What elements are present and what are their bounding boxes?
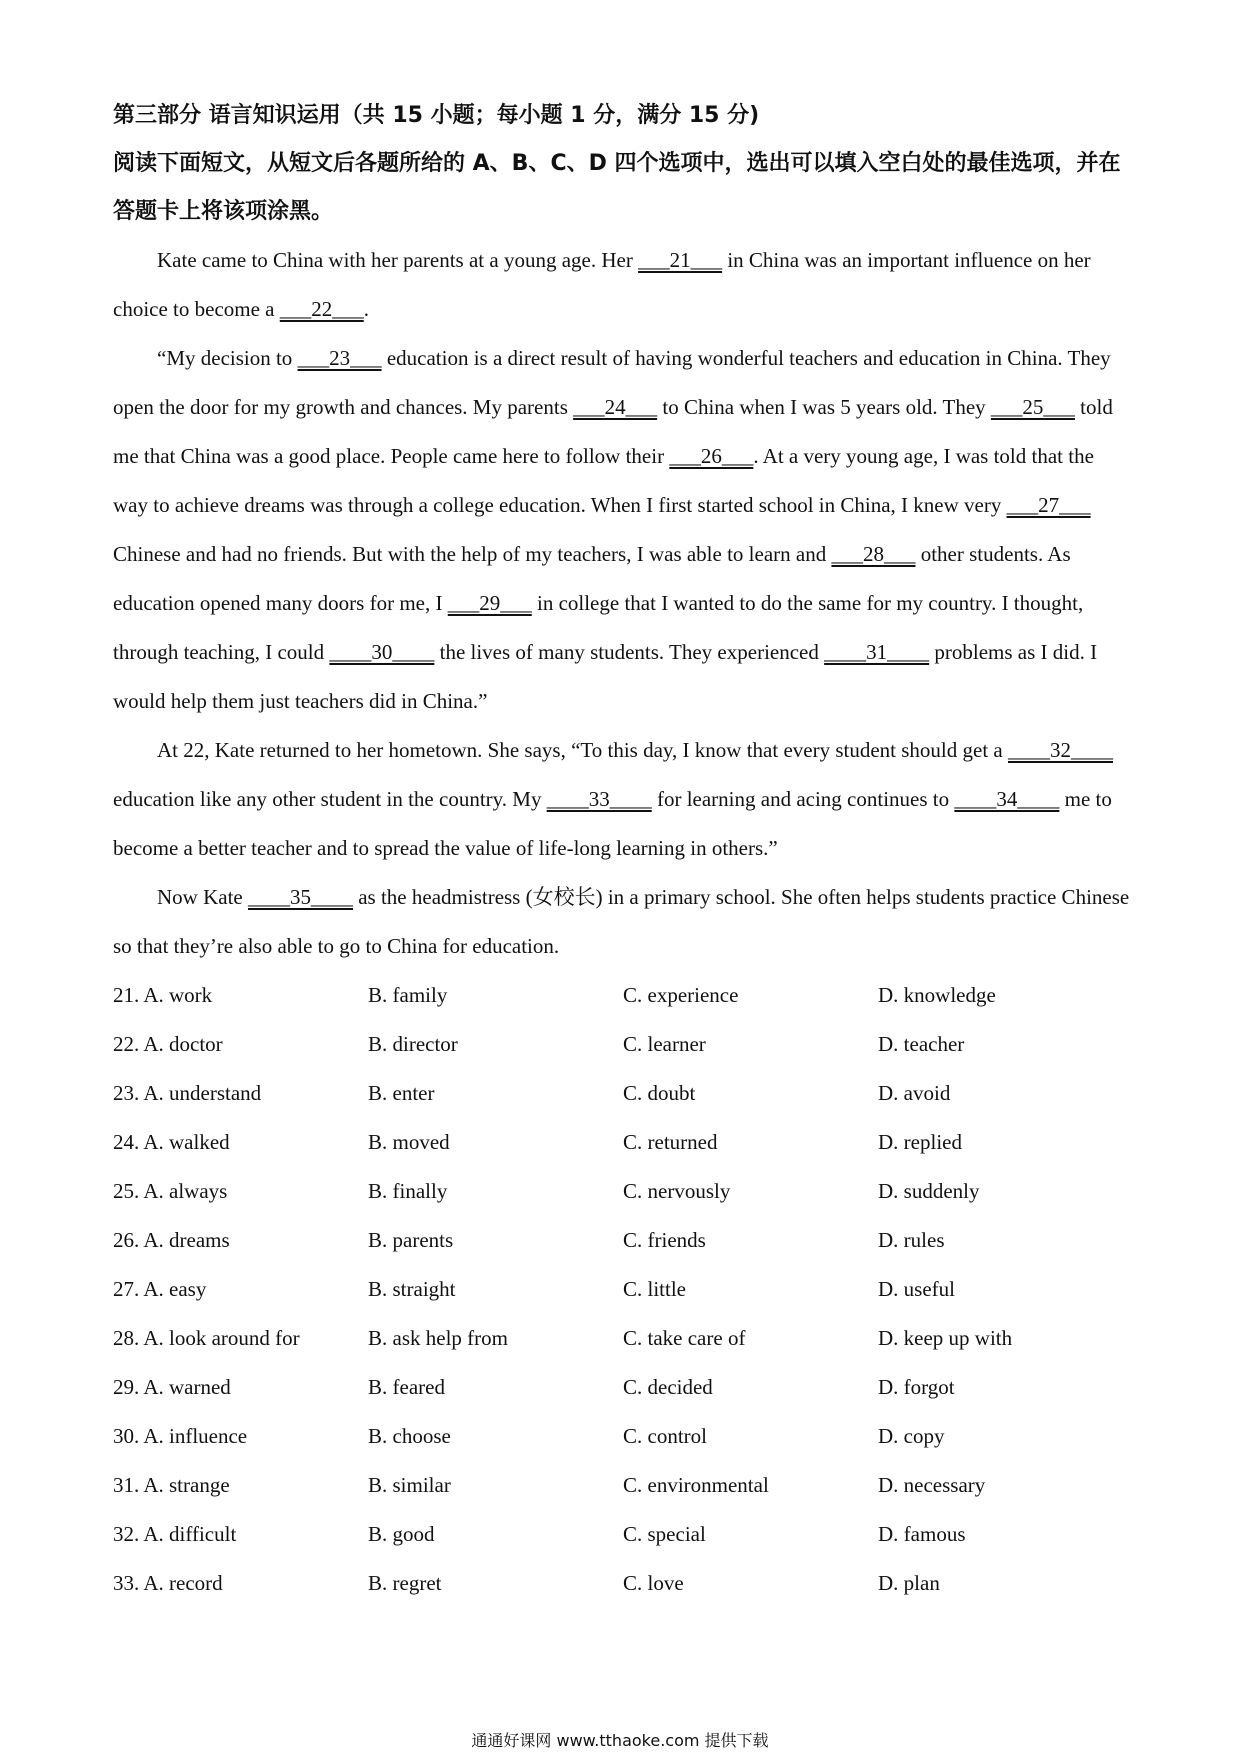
option-c: C. doubt (623, 1081, 696, 1105)
question-options-row (113, 1020, 1133, 1069)
option-c: C. returned (623, 1130, 718, 1154)
option-d: D. avoid (878, 1081, 951, 1105)
answer-blank: ___24___ (573, 395, 658, 419)
question-options-row (113, 1069, 1133, 1118)
option-b: B. finally (368, 1179, 448, 1203)
passage-text: told me that China was a good place. People came here to follow their (113, 395, 1113, 468)
option-c: C. learner (623, 1032, 706, 1056)
option-b: B. good (368, 1522, 435, 1546)
option-a: 31. A. strange (113, 1473, 230, 1497)
footer-text: 通通好课网 www.tthaoke.com 提供下载 (471, 1731, 769, 1750)
exam-page (113, 92, 1133, 1608)
option-d: D. useful (878, 1277, 955, 1301)
option-a: 27. A. easy (113, 1277, 207, 1301)
question-options-row (113, 1510, 1133, 1559)
answer-blank: ___29___ (447, 591, 532, 615)
option-b: B. parents (368, 1228, 454, 1252)
option-d: D. famous (878, 1522, 966, 1546)
passage-text: problems as I did. I would help them just teachers did in China.” (113, 640, 1098, 713)
option-c: C. control (623, 1424, 707, 1448)
option-b: B. similar (368, 1473, 451, 1497)
option-d: D. necessary (878, 1473, 986, 1497)
passage-text: Chinese and had no friends. But with the help of my teachers, I was able to learn and (113, 542, 832, 566)
option-c: C. little (623, 1277, 686, 1301)
option-a: 28. A. look around for (113, 1326, 300, 1350)
option-b: B. straight (368, 1277, 456, 1301)
option-d: D. keep up with (878, 1326, 1013, 1350)
passage-text: in China was an important influence on her choice to become a (113, 248, 1091, 321)
passage (113, 236, 1133, 971)
option-a: 32. A. difficult (113, 1522, 237, 1546)
option-b: B. choose (368, 1424, 451, 1448)
option-d: D. knowledge (878, 983, 996, 1007)
passage-text: At 22, Kate returned to her hometown. She says, “To this day, I know that every student should get a (157, 738, 1008, 762)
answer-blank: ____33____ (546, 787, 652, 811)
passage-paragraph (113, 726, 1133, 873)
passage-text: Now Kate (157, 885, 248, 909)
option-c: C. experience (623, 983, 739, 1007)
option-a: 25. A. always (113, 1179, 228, 1203)
question-options-row (113, 1167, 1133, 1216)
passage-paragraph (113, 873, 1133, 971)
option-b: B. regret (368, 1571, 442, 1595)
option-d: D. suddenly (878, 1179, 980, 1203)
option-a: 29. A. warned (113, 1375, 231, 1399)
option-d: D. plan (878, 1571, 940, 1595)
passage-text: other students. As education opened many doors for me, I (113, 542, 1071, 615)
option-c: C. love (623, 1571, 684, 1595)
answer-blank: ___22___ (279, 297, 364, 321)
passage-text: for learning and acing continues to (651, 787, 955, 811)
option-d: D. copy (878, 1424, 945, 1448)
option-a: 30. A. influence (113, 1424, 248, 1448)
passage-text: education like any other student in the country. My (113, 787, 547, 811)
passage-text: the lives of many students. They experienced (434, 640, 825, 664)
option-a: 23. A. understand (113, 1081, 262, 1105)
option-d: D. forgot (878, 1375, 955, 1399)
answer-blank: ___27___ (1006, 493, 1091, 517)
answer-blank: ____35____ (247, 885, 353, 909)
option-a: 22. A. doctor (113, 1032, 223, 1056)
question-options-row (113, 1314, 1133, 1363)
question-options-row (113, 1216, 1133, 1265)
section-title: 第三部分 语言知识运用（共 15 小题；每小题 1 分，满分 15 分) (113, 103, 760, 128)
option-b: B. moved (368, 1130, 450, 1154)
option-a: 21. A. work (113, 983, 213, 1007)
answer-blank: ___23___ (297, 346, 382, 370)
answer-blank: ___25___ (990, 395, 1075, 419)
answer-blank: ____34____ (954, 787, 1060, 811)
passage-text: me to become a better teacher and to spread the value of life-long learning in others.” (113, 787, 1112, 860)
question-options-row (113, 1461, 1133, 1510)
option-a: 24. A. walked (113, 1130, 230, 1154)
passage-paragraph (113, 334, 1133, 726)
option-b: B. feared (368, 1375, 445, 1399)
passage-text: education is a direct result of having wonderful teachers and education in China. They open the door for my growth and chances. My parents (113, 346, 1111, 419)
option-d: D. rules (878, 1228, 945, 1252)
options-list (113, 971, 1133, 1608)
passage-paragraph (113, 236, 1133, 334)
passage-text: . (363, 297, 369, 321)
option-d: D. replied (878, 1130, 962, 1154)
question-options-row (113, 1118, 1133, 1167)
question-options-row (113, 1363, 1133, 1412)
option-d: D. teacher (878, 1032, 965, 1056)
answer-blank: ___28___ (831, 542, 916, 566)
option-a: 26. A. dreams (113, 1228, 230, 1252)
option-c: C. decided (623, 1375, 713, 1399)
option-a: 33. A. record (113, 1571, 223, 1595)
passage-text: “My decision to (157, 346, 298, 370)
passage-text: to China when I was 5 years old. They (657, 395, 991, 419)
option-b: B. director (368, 1032, 458, 1056)
option-b: B. enter (368, 1081, 435, 1105)
question-options-row (113, 1412, 1133, 1461)
option-c: C. special (623, 1522, 706, 1546)
answer-blank: ___26___ (669, 444, 754, 468)
question-options-row (113, 1559, 1133, 1608)
option-c: C. environmental (623, 1473, 769, 1497)
answer-blank: ____31____ (824, 640, 930, 664)
question-options-row (113, 971, 1133, 1020)
option-c: C. friends (623, 1228, 706, 1252)
option-b: B. ask help from (368, 1326, 508, 1350)
passage-text: Kate came to China with her parents at a young age. Her (157, 248, 639, 272)
option-c: C. nervously (623, 1179, 731, 1203)
option-b: B. family (368, 983, 448, 1007)
instruction-text: 阅读下面短文，从短文后各题所给的 A、B、C、D 四个选项中，选出可以填入空白处的最佳选项，并在答题卡上将该项涂黑。 (113, 151, 1121, 224)
passage-text: . At a very young age, I was told that the way to achieve dreams was through a college education. When I first started school in China, I knew very (113, 444, 1094, 517)
answer-blank: ___21___ (638, 248, 723, 272)
passage-text: as the headmistress (女校长) in a primary school. She often helps students practice Chinese so that they’re also able to go to China for education. (113, 885, 1130, 958)
option-c: C. take care of (623, 1326, 746, 1350)
answer-blank: ____32____ (1007, 738, 1113, 762)
question-options-row (113, 1265, 1133, 1314)
answer-blank: ____30____ (329, 640, 435, 664)
passage-text: in college that I wanted to do the same for my country. I thought, through teaching, I could (113, 591, 1084, 664)
